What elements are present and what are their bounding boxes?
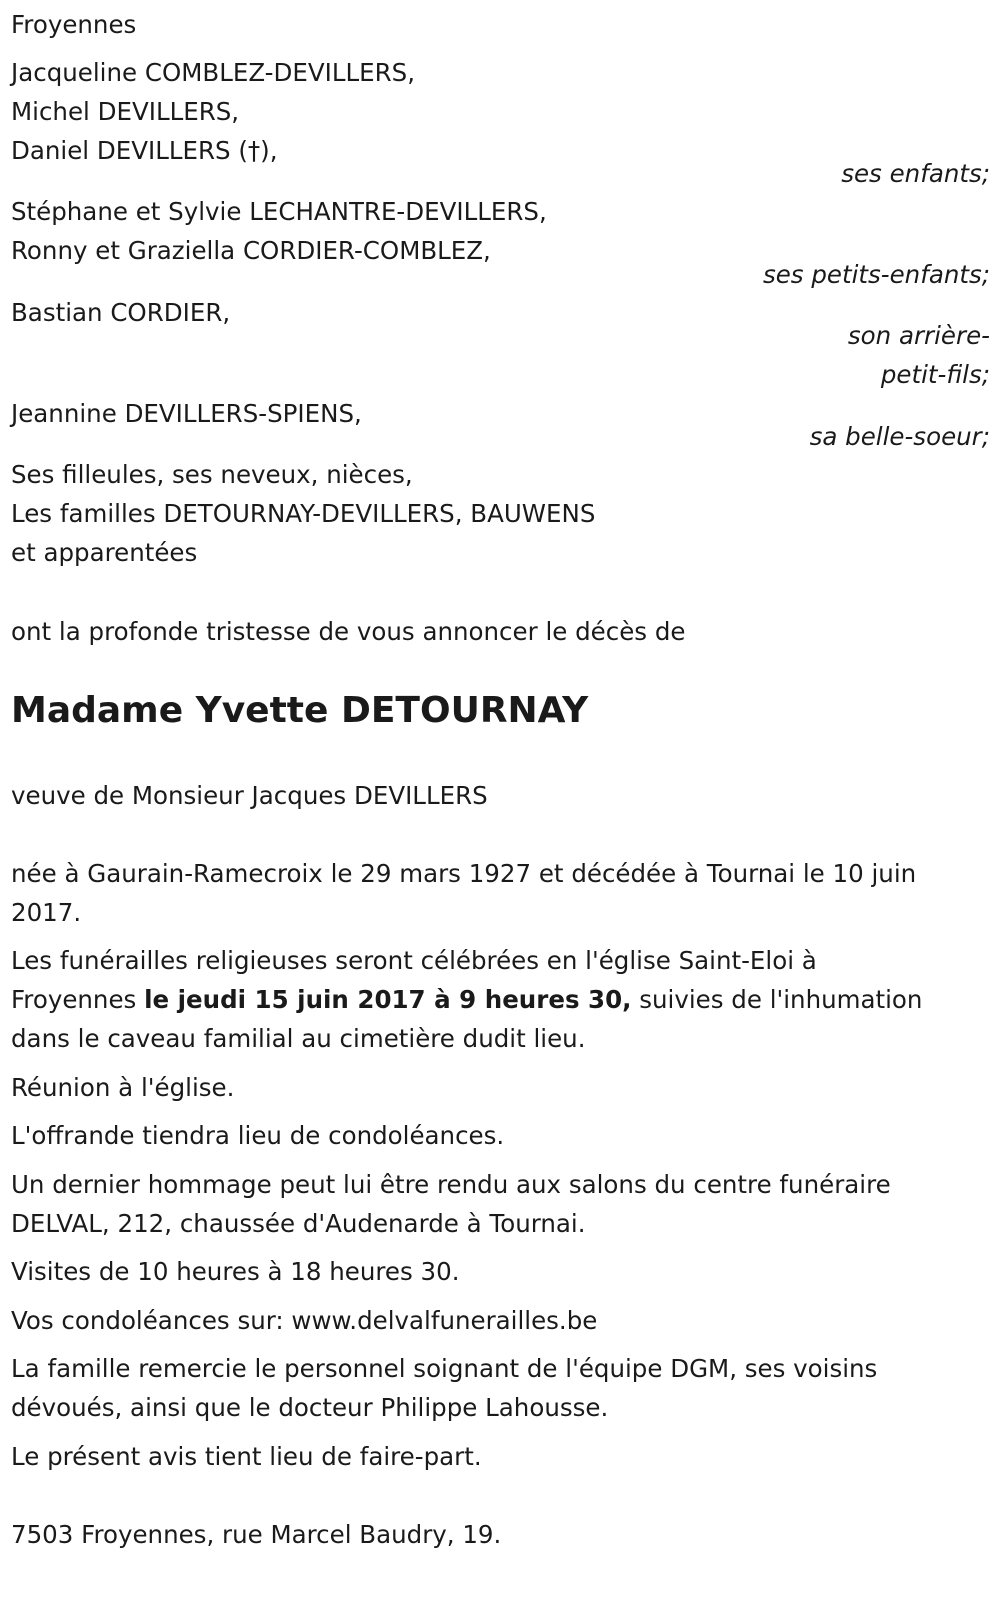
hommage-text: DELVAL, 212, chaussée d'Audenarde à Tournai. — [11, 1209, 586, 1238]
offrande-text: L'offrande tiendra lieu de condoléances. — [11, 1121, 505, 1150]
grandchild-name: Stéphane et Sylvie LECHANTRE-DEVILLERS, — [11, 197, 547, 226]
great-grandchild-role: son arrière- — [847, 321, 990, 350]
funeral-burial: suivies de l'inhumation — [631, 985, 923, 1014]
funeral-place: Froyennes — [11, 985, 145, 1014]
other-relatives: Les familles DETOURNAY-DEVILLERS, BAUWENS — [11, 499, 596, 528]
child-name: Jacqueline COMBLEZ-DEVILLERS, — [11, 58, 415, 87]
other-relatives: et apparentées — [11, 538, 198, 567]
reunion-text: Réunion à l'église. — [11, 1073, 235, 1102]
place-heading: Froyennes — [11, 10, 137, 39]
grandchildren-role: ses petits-enfants; — [762, 260, 990, 289]
grandchild-name: Ronny et Graziella CORDIER-COMBLEZ, — [11, 236, 491, 265]
child-name: Daniel DEVILLERS (†), — [11, 136, 278, 165]
widow-of-text: veuve de Monsieur Jacques DEVILLERS — [11, 781, 488, 810]
sister-in-law-role: sa belle-soeur; — [809, 422, 990, 451]
thanks-text: dévoués, ainsi que le docteur Philippe Lahousse. — [11, 1393, 609, 1422]
birth-death-text: née à Gaurain-Ramecroix le 29 mars 1927 et décédée à Tournai le 10 juin — [11, 859, 917, 888]
great-grandchild-name: Bastian CORDIER, — [11, 298, 231, 327]
funeral-text — [11, 985, 923, 1014]
condolences-website: Vos condoléances sur: www.delvalfunerailles.be — [11, 1306, 598, 1335]
announcement-text: ont la profonde tristesse de vous annoncer le décès de — [11, 617, 686, 646]
visiting-hours: Visites de 10 heures à 18 heures 30. — [11, 1257, 460, 1286]
family-address: 7503 Froyennes, rue Marcel Baudry, 19. — [11, 1520, 502, 1549]
birth-death-text: 2017. — [11, 898, 82, 927]
deceased-name: Madame Yvette DETOURNAY — [11, 690, 589, 731]
funeral-date: le jeudi 15 juin 2017 à 9 heures 30, — [144, 985, 632, 1014]
hommage-text: Un dernier hommage peut lui être rendu aux salons du centre funéraire — [11, 1170, 891, 1199]
faire-part-text: Le présent avis tient lieu de faire-part. — [11, 1442, 482, 1471]
funeral-text: dans le caveau familial au cimetière dudit lieu. — [11, 1024, 586, 1053]
great-grandchild-role: petit-fils; — [880, 360, 990, 389]
sister-in-law-name: Jeannine DEVILLERS-SPIENS, — [11, 399, 362, 428]
other-relatives: Ses filleules, ses neveux, nièces, — [11, 460, 413, 489]
thanks-text: La famille remercie le personnel soignant de l'équipe DGM, ses voisins — [11, 1354, 878, 1383]
children-role: ses enfants; — [841, 159, 990, 188]
funeral-text: Les funérailles religieuses seront célébrées en l'église Saint-Eloi à — [11, 946, 817, 975]
child-name: Michel DEVILLERS, — [11, 97, 240, 126]
